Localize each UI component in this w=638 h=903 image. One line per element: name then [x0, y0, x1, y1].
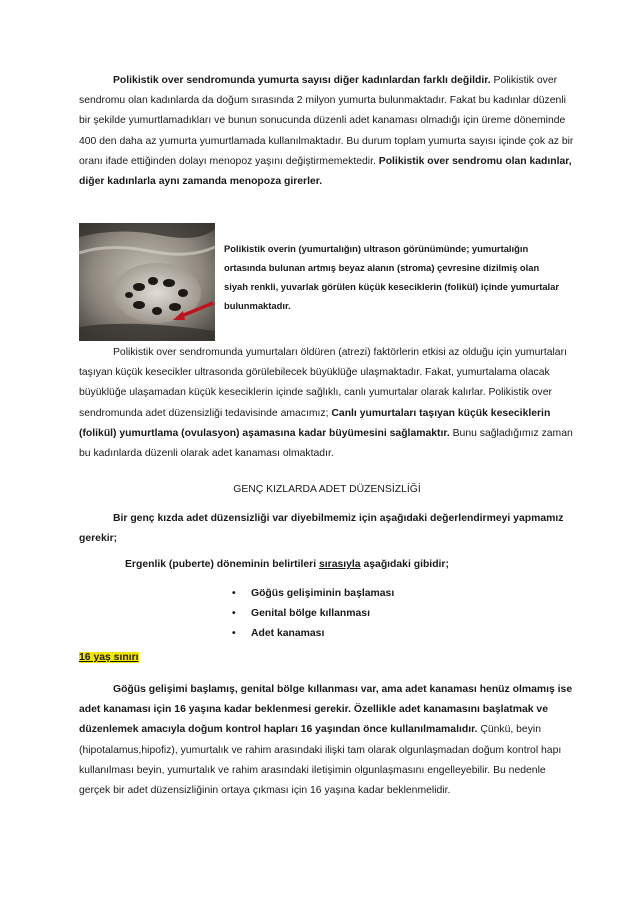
treatment-goal: Canlı yumurtaları taşıyan küçük keseciklerin (folikül) yumurtlama (ovulasyon) aşamasına kadar büyümesini sağlamaktır.	[79, 407, 551, 439]
list-item: • Göğüs gelişiminin başlaması	[232, 584, 572, 604]
age-limit-heading: 16 yaş sınırı	[79, 652, 139, 663]
puberty-signs-list	[232, 584, 572, 644]
body-text: Polikistik over sendromu olan kadınlarda da doğum sırasında 2 milyon yumurta bulunmaktadır. Fakat bu kadınlar düzenli bir şekilde yumurtlamadıkları ve bunun sonucunda düzenli adet kanaması olmadığı için üreme döneminde 400 den daha az yumurta yumurtlamada kullanılmaktadır. Bu durum toplam yumurta sayısı içinde çok az bir oranı ifade ettiğinden dolayı menopoz yaşını değiştirmemektedir.	[79, 75, 574, 167]
paragraph-pcos-egg-count	[79, 71, 575, 192]
body-text-tail: Bunu sağladığımız zaman bu kadınlarda düzenli olarak adet kanaması olmaktadır.	[79, 427, 573, 460]
figure-caption: Polikistik overin (yumurtalığın) ultrason görünümünde; yumurtalığın ortasında bulunan artmış beyaz alanın (stroma) çevresine dizilmiş olan siyah renkli, yuvarlak görülen küçük keseciklerin (folikül) içinde yumurtalar bulunmaktadır.	[224, 243, 560, 311]
bullet-icon: •	[232, 588, 236, 599]
bold-guidance: Göğüs gelişimi başlamış, genital bölge kıllanması var, ama adet kanaması henüz olmamış ise adet kanaması için 16 yaşına kadar beklenmesi gerekir. Özellikle adet kanamasını başlatmak ve düzenlemek amacıyla doğum kontrol hapları 16 yaşından önce kullanılmamalıdır.	[79, 684, 573, 736]
bullet-icon: •	[232, 628, 236, 639]
paragraph-atresia	[79, 343, 575, 464]
list-item: • Genital bölge kıllanması	[232, 604, 572, 624]
section-heading: GENÇ KIZLARDA ADET DÜZENSİZLİĞİ	[233, 484, 421, 495]
paragraph-evaluation: Bir genç kızda adet düzensizliği var diyebilmemiz için aşağıdaki değerlendirmeyi yapmamız gerekir;	[79, 513, 564, 545]
puberty-signs-intro: Ergenlik (puberte) döneminin belirtileri sırasıyla aşağıdaki gibidir;	[125, 559, 449, 570]
conclusion-sentence: Polikistik over sendromu olan kadınlar, diğer kadınlarla aynı zamanda menopoza girerler.	[79, 155, 572, 188]
bullet-icon: •	[232, 608, 236, 619]
lead-sentence: Polikistik over sendromunda yumurta sayısı diğer kadınlardan farklı değildir.	[113, 75, 491, 86]
ultrasound-image	[79, 223, 215, 341]
body-text: Polikistik over sendromunda yumurtaları öldüren (atrezi) faktörlerin etkisi az olduğu için yumurtaları taşıyan küçük kesecikler ultrasonda görülebilecek büyüklüğe ulaşmaktadır. Fakat, yumurtalama olacak büyüklüğe ulaşamadan küçük keseciklerin içinde sağlıklı, canlı yumurtalar olarak kalırlar. Polikistik over sendromunda adet düzensizliği tedavisinde amacımız;	[79, 347, 567, 419]
list-item: • Adet kanaması	[232, 624, 572, 644]
order-highlight: sırasıyla	[318, 559, 361, 570]
body-text: Çünkü, beyin (hipotalamus,hipofiz), yumurtalık ve rahim arasındaki ilişki tam olarak olgunlaşmadan doğum kontrol hapı kullanılması beyin, yumurtalık ve rahim arasındaki iletişimin olgunlaşmasını engelleyebilir. Bu nedenle gerçek bir adet düzensizliğinin ortaya çıkması için 16 yaşına kadar beklenmelidir.	[79, 724, 562, 797]
ultrasound-graphic	[79, 223, 215, 341]
paragraph-age-limit	[79, 680, 575, 801]
